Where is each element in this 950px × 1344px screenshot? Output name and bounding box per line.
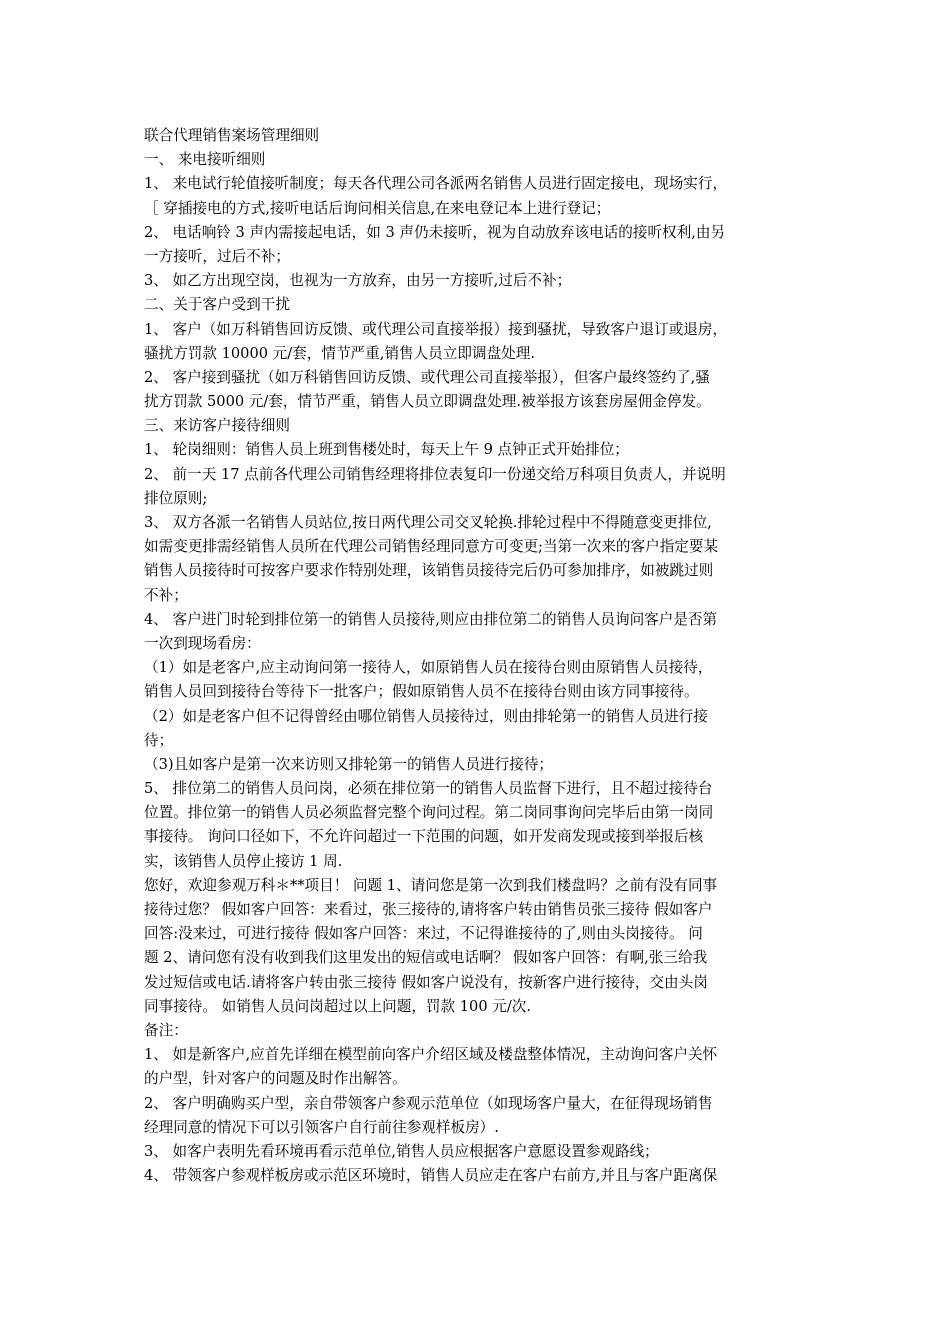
paragraph-line: 1、 如是新客户,应首先详细在模型前向客户介绍区域及楼盘整体情况，主动询问客户关怀 [144,1046,718,1064]
paragraph-line: 骚扰方罚款 10000 元/套，情节严重,销售人员立即调盘处理. [144,344,535,362]
notes-heading: 备注： [144,1021,188,1039]
paragraph-line: 扰方罚款 5000 元/套，情节严重，销售人员立即调盘处理.被举报方该套房屋佣金停发。 [144,393,711,411]
paragraph-line: 一次到现场看房： [144,634,261,652]
paragraph-line: 题 2、请问您有没有收到我们这里发出的短信或电话啊？ 假如客户回答：有啊,张三给我 [144,949,708,967]
section-heading: 一、 来电接听细则 [144,151,266,169]
paragraph-line: 5、 排位第二的销售人员问岗，必须在排位第一的销售人员监督下进行，且不超过接待台 [144,780,713,798]
paragraph-line: （2）如是老客户但不记得曾经由哪位销售人员接待过，则由排轮第一的销售人员进行接 [144,707,708,725]
paragraph-line: 的户型，针对客户的问题及时作出解答。 [144,1070,407,1088]
paragraph-line: 排位原则; [144,489,208,507]
paragraph-line: 发过短信或电话.请将客户转由张三接待 假如客户说没有，按新客户进行接待，交由头岗 [144,973,708,991]
paragraph-line: 4、 带领客户参观样板房或示范区环境时，销售人员应走在客户右前方,并且与客户距离保 [144,1167,718,1185]
paragraph-line: 同事接待。 如销售人员问岗超过以上问题，罚款 100 元/次. [144,997,531,1015]
paragraph-line: 2、 电话响铃 3 声内需接起电话，如 3 声仍未接听，视为自动放弃该电话的接听权利,由另 [144,223,726,241]
paragraph-line: （1）如是老客户,应主动询问第一接待人，如原销售人员在接待台则由原销售人员接待， [144,659,713,677]
section-heading: 二、关于客户受到干扰 [144,296,290,314]
paragraph-line: 不补； [144,586,188,604]
paragraph-line: 4、 客户进门时轮到排位第一的销售人员接待,则应由排位第二的销售人员询问客户是否第 [144,610,718,628]
paragraph-line: 回答:没来过，可进行接待 假如客户回答：来过，不记得谁接待的了,则由头岗接待。 问 [144,925,703,943]
paragraph-line: 销售人员接待时可按客户要求作特别处理，该销售员接待完后仍可参加排序，如被跳过则 [144,562,714,580]
paragraph-line: 1、 来电试行轮值接听制度；每天各代理公司各派两名销售人员进行固定接电，现场实行， [144,175,728,193]
paragraph-line: （3)且如客户是第一次来访则又排轮第一的销售人员进行接待； [144,755,554,773]
paragraph-line: 1、 轮岗细则：销售人员上班到售楼处时，每天上午 9 点钟正式开始排位； [144,441,629,459]
paragraph-line: 1、 客户（如万科销售回访反馈、或代理公司直接举报）接到骚扰，导致客户退订或退房， [144,320,728,338]
paragraph-line: 2、 客户明确购买户型，亲自带领客户参观示范单位（如现场客户量大，在征得现场销售 [144,1094,713,1112]
document-body [144,124,808,1188]
paragraph-line: 待； [144,731,174,749]
section-heading: 三、来访客户接待细则 [144,417,290,435]
paragraph-line: 您好，欢迎参观万科＊**项目！ 问题 1、请问您是第一次到我们楼盘吗？之前有没有同事 [144,876,718,894]
paragraph-line: 2、 客户接到骚扰（如万科销售回访反馈、或代理公司直接举报），但客户最终签约了,骚 [144,368,710,386]
paragraph-line: 销售人员回到接待台等待下一批客户；假如原销售人员不在接待台则由该方同事接待。 [144,683,699,701]
paragraph-line: 事接待。 询问口径如下，不允许问超过一下范围的问题，如开发商发现或接到举报后核 [144,828,704,846]
paragraph-line: 接待过您？ 假如客户回答：来看过，张三接待的,请将客户转由销售员张三接待 假如客户 [144,901,713,918]
paragraph-line: 位置。排位第一的销售人员必须监督完整个询问过程。第二岗同事询问完毕后由第一岗同 [144,804,714,822]
paragraph-line: 实，该销售人员停止接访 1 周. [144,852,343,870]
paragraph-line: 2、 前一天 17 点前各代理公司销售经理将排位表复印一份递交给万科项目负责人，并说明 [144,465,726,483]
paragraph-line: 3、 双方各派一名销售人员站位,按日两代理公司交叉轮换.排轮过程中不得随意变更排位, [144,514,712,531]
document-title: 联合代理销售案场管理细则 [144,127,320,144]
paragraph-line: 经理同意的情况下可以引领客户自行前往参观样板房）. [144,1118,499,1136]
paragraph-line: 如需变更排需经销售人员所在代理公司销售经理同意方可变更;当第一次来的客户指定要某 [144,538,719,556]
paragraph-line: 一方接听，过后不补； [144,247,290,265]
paragraph-line: 3、 如乙方出现空岗，也视为一方放弃，由另一方接听,过后不补； [144,272,572,290]
paragraph-line: ［ 穿插接电的方式,接听电话后询问相关信息,在来电登记本上进行登记； [144,199,611,217]
paragraph-line: 3、 如客户表明先看环境再看示范单位,销售人员应根据客户意愿设置参观路线； [144,1142,659,1160]
